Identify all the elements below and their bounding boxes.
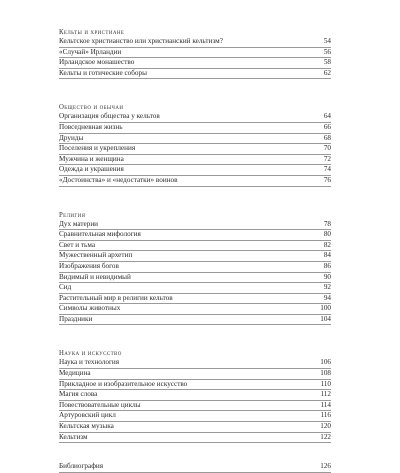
toc-entry[interactable] bbox=[59, 176, 331, 187]
entry-title: Мужчина и женщина bbox=[59, 154, 124, 163]
entry-title: Наука и технология bbox=[59, 358, 120, 367]
entry-title: Растительный мир в религии кельтов bbox=[59, 293, 173, 302]
entry-page-number: 82 bbox=[323, 240, 331, 249]
entry-page-number: 106 bbox=[320, 358, 331, 367]
entry-title: Свет и тьма bbox=[59, 240, 96, 249]
entry-title: Праздники bbox=[59, 314, 93, 323]
toc-entry[interactable] bbox=[59, 433, 331, 444]
entry-title: Кельтское христианство или христианский кельтизм? bbox=[59, 37, 223, 45]
entry-page-number: 80 bbox=[323, 230, 331, 239]
entry-title: Дух материи bbox=[59, 219, 99, 228]
entry-page-number: 116 bbox=[320, 411, 331, 420]
entry-page-number: 56 bbox=[323, 47, 331, 56]
entry-page-number: 90 bbox=[323, 272, 331, 281]
entry-title: Медицина bbox=[59, 369, 91, 378]
entry-title: Организация общества у кельтов bbox=[59, 112, 160, 121]
entry-title: Друиды bbox=[59, 133, 84, 142]
entry-page-number: 114 bbox=[320, 400, 331, 409]
entry-title: Библиография bbox=[59, 462, 104, 471]
toc-section-religion bbox=[59, 211, 331, 326]
entry-title: Кельтская музыка bbox=[59, 422, 114, 431]
entry-title: Видимый и невидимый bbox=[59, 272, 131, 281]
toc-entry-bibliography[interactable] bbox=[59, 462, 331, 473]
section-entries bbox=[59, 37, 331, 79]
entry-page-number: 100 bbox=[320, 304, 331, 313]
entry-title: «Случай» Ирландии bbox=[59, 47, 122, 56]
toc-entry[interactable] bbox=[59, 315, 331, 326]
entry-title: Сравнительная мифология bbox=[59, 230, 141, 239]
section-entries bbox=[59, 112, 331, 186]
section-spacer bbox=[59, 443, 331, 462]
entry-title: «Достоинства» и «недостатки» воинов bbox=[59, 175, 178, 184]
entry-page-number: 68 bbox=[323, 133, 331, 142]
section-heading: Общество и обычаи bbox=[59, 104, 124, 112]
entry-page-number: 54 bbox=[323, 37, 331, 45]
entry-title: Изображения богов bbox=[59, 261, 119, 270]
entry-page-number: 104 bbox=[320, 314, 331, 323]
entry-title: Повседневная жизнь bbox=[59, 122, 123, 131]
entry-title: Символы животных bbox=[59, 304, 121, 313]
toc-section-science-and-art bbox=[59, 349, 331, 443]
table-of-contents bbox=[59, 28, 331, 473]
entry-title: Кельты и готические соборы bbox=[59, 68, 147, 77]
section-spacer bbox=[59, 325, 331, 349]
entry-page-number: 66 bbox=[323, 122, 331, 131]
section-spacer bbox=[59, 187, 331, 211]
entry-title: Артуровский цикл bbox=[59, 411, 116, 420]
toc-section-celts-and-christians bbox=[59, 28, 331, 79]
section-heading: Кельты и христиане bbox=[59, 29, 125, 36]
entry-title: Одежда и украшения bbox=[59, 165, 124, 174]
entry-page-number: 72 bbox=[323, 154, 331, 163]
toc-bibliography bbox=[59, 462, 331, 473]
toc-entry[interactable] bbox=[59, 69, 331, 80]
entry-page-number: 58 bbox=[323, 58, 331, 67]
entry-page-number: 86 bbox=[323, 261, 331, 270]
entry-title: Повествовательные циклы bbox=[59, 400, 141, 409]
entry-title: Прикладное и изобразительное искусство bbox=[59, 379, 188, 388]
entry-page-number: 122 bbox=[320, 432, 331, 441]
entry-page-number: 112 bbox=[320, 390, 331, 399]
entry-page-number: 74 bbox=[323, 165, 331, 174]
section-entries bbox=[59, 358, 331, 443]
entry-page-number: 78 bbox=[323, 219, 331, 228]
section-heading: Религия bbox=[59, 211, 86, 219]
entry-title: Кельтизм bbox=[59, 432, 88, 441]
entry-page-number: 110 bbox=[320, 379, 331, 388]
entry-page-number: 64 bbox=[323, 112, 331, 121]
section-spacer bbox=[59, 79, 331, 103]
entry-page-number: 76 bbox=[323, 175, 331, 184]
section-heading: Наука и искусство bbox=[59, 350, 122, 358]
entry-title: Сид bbox=[59, 283, 72, 292]
toc-section-society-and-customs bbox=[59, 103, 331, 186]
entry-page-number: 84 bbox=[323, 251, 331, 260]
entry-page-number: 92 bbox=[323, 283, 331, 292]
entry-page-number: 62 bbox=[323, 68, 331, 77]
section-entries bbox=[59, 220, 331, 326]
entry-title: Ирландское монашество bbox=[59, 58, 135, 67]
entry-title: Поселения и укрепления bbox=[59, 144, 136, 153]
entry-title: Магия слова bbox=[59, 390, 98, 399]
entry-page-number: 94 bbox=[323, 293, 331, 302]
entry-page-number: 108 bbox=[320, 369, 331, 378]
entry-page-number: 120 bbox=[320, 422, 331, 431]
entry-page-number: 126 bbox=[320, 462, 331, 471]
entry-page-number: 70 bbox=[323, 144, 331, 153]
entry-title: Мужественный архетип bbox=[59, 251, 133, 260]
